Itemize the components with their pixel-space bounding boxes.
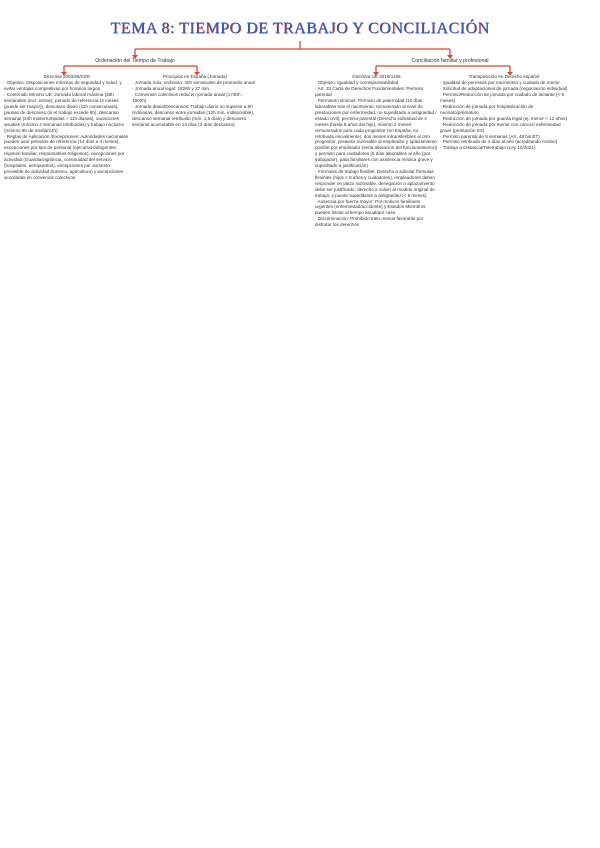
list-item: · Ausencia por fuerza mayor: Por motivos familiares urgentes (enfermedad/accidente) y Estados Miembros pueden limitar al tiempo anual/por caso (315, 198, 426, 216)
list-item: · Reducción de jornada por guarda legal (ej. menor < 12 años) (440, 115, 568, 121)
list-item: · Igualdad de permisos por nacimiento y cuidado de menor (440, 80, 560, 86)
list-item: · Permiso parental de 8 semanas (Art. 48 bis ET) (440, 133, 540, 139)
list-item: · Permisos mínimos: Permiso de paternidad (10 días laborables tras el nacimiento, remunerado al nivel de prestaciones por enfermedad, no supeditado a antigüedad / estado civil), permiso parental (Derecho individual de 4 meses (hasta 8 años del hijo), mínimo 2 meses remunerados para cada progenitor (en España, no retribuido inicialmente), dos meses intransferibles al otro progenitor, preaviso razonable al empleador y aplazamiento posible por empleador (seria alteración del funcionamiento)) y permiso para cuidadores (5 días laborables al año (por trabajador), para familiares con asistencia médica grave y supeditado a justificación) (315, 98, 438, 169)
list-item: · Objetivo: Disposiciones mínimas de seguridad y salud, y evitar ventajas competitivas por horarios largos (4, 80, 122, 92)
list-item: · Reducción de jornada por hospitalización de neonato/prematuro (440, 104, 534, 115)
list-item: · Permiso retribuido de 4 días al año (acreditando motivo) (440, 139, 558, 145)
list-item: · Trabajo a Distancia/Teletrabajo (Ley 10/2021) (440, 145, 536, 151)
list-item: · Jornada anual legal: 1826h y 27 min. (132, 86, 211, 92)
list-item: · Discriminación: Prohibido trato menos favorable por disfrutar los derechos (315, 216, 424, 228)
list-item: · Contenido Mínimo UE: Jornada laboral máxima (48h semanales (incl. extras), periodo de referencia (4 meses (puede ser mayor)), descanso diario (11h consecutivas), pausas de descanso (si el trabajo excede 6h), descanso semanal (24h ininterrumpidas + 11h diarias), vacaciones anuales (mínimo 4 semanas retribuidas) y trabajo nocturno (mínimo 8h de media/24h) (4, 92, 125, 133)
column-principios-espana (132, 74, 258, 128)
column-transposicion (440, 74, 568, 151)
list-item: · Permiso/Reducción de jornada por cuidado de lactante (< 9 meses) (440, 92, 564, 104)
list-item: · Objetivo: Igualdad y corresponsabilidad (315, 80, 399, 86)
column-heading: Directiva 2003/88/CEE (43, 74, 91, 79)
column-heading: Principios en España (Jornada) (162, 74, 228, 79)
list-item: · Reglas de Aplicación /Excepciones: Autoridades nacionales pueden usar periodos de referencia (14 días a 4 meses), excepciones por tipo de personal (ejecutivos/dirigentes, régimen familiar, responsables religiosos), excepciones por actividad (Guardia/vigilancia, continuidad del servicio (hospitales, aeropuertos), excepciones por aumento previsible de actividad (turismo, agricultura) y excepciones acordadas en convenios colectivos (4, 133, 129, 180)
column-heading: Transposición en Derecho español (468, 74, 540, 79)
list-item: · Solicitud de adaptaciones de jornada (negociación individual) (440, 86, 568, 92)
list-item: · Fórmulas de trabajo flexible: Derecho a solicitar fórmulas flexibles (hijos < 8 años y cuidadores), empleadores deben responder en plazo razonable, denegación o aplazamiento debe ser justificado, derecho a volver al modelo original de trabajo, y puede supeditarse a antigüedad (< 6 meses) (315, 169, 435, 198)
list-item: · Jornada diaria/Descansos: Trabajo diario no superior a 9h ordinarias, descanso entre jornadas (12h mín. indisponible), descanso semanal retribuido (mín. 1,5 días) y descanso semanal acumulable en 14 días (3 días descanso) (132, 104, 255, 127)
list-item: · Art. 33 Carta de Derechos Fundamentales: Permiso parental (315, 86, 424, 98)
list-item: · Jornada máx. ordinaria: 40h semanales de promedio anual (132, 80, 255, 86)
list-item: · Reducción de jornada por menor con cáncer/ enfermedad grave (prestación SS) (440, 121, 561, 133)
column-heading: Directiva UE 2019/1158 (352, 74, 401, 79)
column-directiva-2003 (4, 74, 130, 181)
branch-label-conciliacion: Conciliación familiar y profesional (411, 58, 489, 64)
list-item: · Convenios colectivos reducen jornada anual (1730h - 1800h) (132, 92, 244, 104)
page-title: TEMA 8: TIEMPO DE TRABAJO Y CONCILIACIÓN (110, 20, 490, 37)
branch-label-ordenacion: Ordenación del Tiempo de Trabajo (95, 58, 175, 64)
column-directiva-2019 (315, 74, 438, 228)
